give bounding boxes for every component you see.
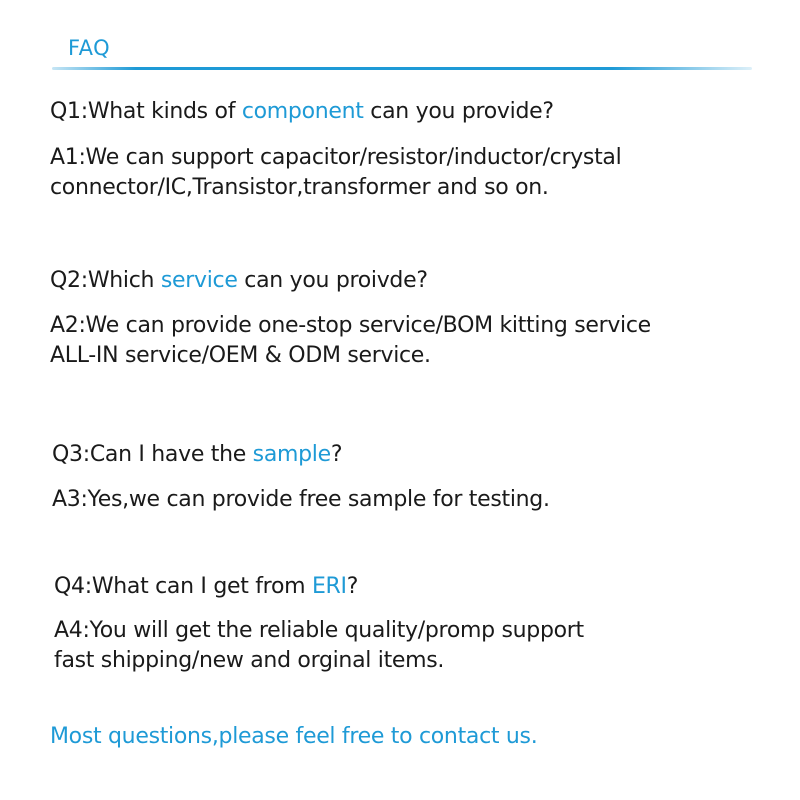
answer-1 [50, 143, 621, 203]
answer-1-line-1: A1:We can support capacitor/resistor/inductor/crystal [50, 145, 622, 170]
answer-3-line-1: A3:Yes,we can provide free sample for testing. [52, 487, 550, 512]
question-3-prefix: Q3:Can I have the [52, 442, 253, 467]
question-4-highlight: ERI [311, 574, 347, 599]
question-3-highlight: sample [252, 442, 331, 467]
answer-3 [52, 485, 550, 515]
question-4-suffix: ? [346, 574, 359, 599]
answer-1-line-2: connector/IC,Transistor,transformer and so on. [50, 175, 549, 200]
answer-2 [50, 311, 651, 371]
question-2 [50, 266, 428, 296]
answer-4-line-1: A4:You will get the reliable quality/promp support [54, 618, 584, 643]
question-4-prefix: Q4:What can I get from [54, 574, 312, 599]
answer-4-line-2: fast shipping/new and orginal items. [54, 648, 445, 673]
question-3 [52, 440, 342, 470]
question-2-prefix: Q2:Which [50, 268, 161, 293]
question-1-highlight: component [241, 99, 364, 124]
answer-4 [54, 616, 584, 676]
question-2-highlight: service [160, 268, 238, 293]
answer-2-line-1: A2:We can provide one-stop service/BOM kitting service [50, 313, 651, 338]
question-4 [54, 572, 358, 602]
question-1 [50, 97, 554, 127]
faq-header: FAQ [68, 36, 111, 60]
question-1-prefix: Q1:What kinds of [50, 99, 242, 124]
question-3-suffix: ? [330, 442, 343, 467]
question-1-suffix: can you provide? [363, 99, 554, 124]
answer-2-line-2: ALL-IN service/OEM & ODM service. [50, 343, 431, 368]
question-2-suffix: can you proivde? [237, 268, 428, 293]
contact-footer: Most questions,please feel free to contact us. [50, 724, 538, 749]
header-divider [52, 67, 752, 70]
